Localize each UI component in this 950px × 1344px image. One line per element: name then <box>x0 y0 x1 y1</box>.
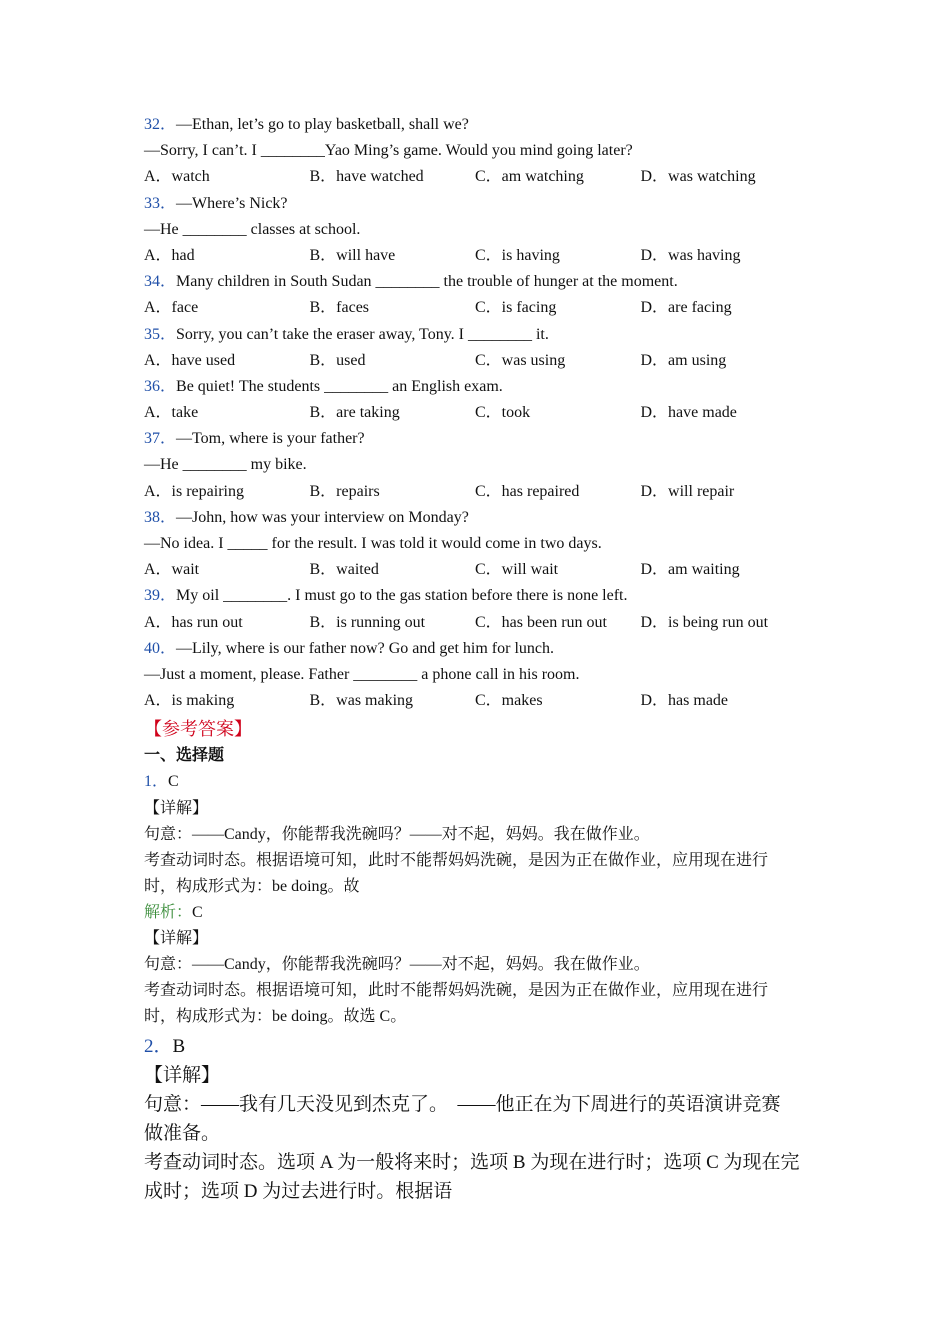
question-text: —Sorry, I can’t. I ________Yao Ming’s game. Would you mind going later? <box>144 142 633 160</box>
question-item <box>144 426 824 505</box>
answer-options <box>144 164 824 190</box>
explanation-line: 成时；选项 D 为过去进行时。根据语 <box>144 1180 453 1202</box>
answer-options <box>144 243 824 269</box>
option-b: B．are taking <box>309 404 400 422</box>
question-item <box>144 191 824 270</box>
question-number: 37． <box>144 430 177 448</box>
option-c: C．makes <box>475 692 543 710</box>
question-number: 36． <box>144 377 177 395</box>
option-d: D．are facing <box>640 299 732 317</box>
option-a: A．wait <box>144 561 200 579</box>
option-a: A．face <box>144 299 199 317</box>
question-number: 40． <box>144 639 177 657</box>
analysis-line <box>144 900 824 926</box>
question-list <box>144 112 824 714</box>
option-a: A．has run out <box>144 613 243 631</box>
answer-options <box>144 348 824 374</box>
sentence-meaning-cont: 做准备。 <box>144 1122 221 1144</box>
question-number: 33． <box>144 194 177 212</box>
option-d: D．has made <box>640 692 729 710</box>
question-number: 32． <box>144 116 177 133</box>
question-item <box>144 112 824 191</box>
option-b: B．faces <box>309 299 370 317</box>
question-dialogue-line <box>144 217 824 243</box>
question-text: Many children in South Sudan ________ the trouble of hunger at the moment. <box>176 273 678 291</box>
option-b: B．repairs <box>309 482 380 500</box>
question-text: —Where’s Nick? <box>176 194 288 212</box>
option-c: C．will wait <box>475 561 559 579</box>
option-a: A．had <box>144 246 195 264</box>
answer-value: B <box>172 1035 186 1057</box>
question-stem <box>144 374 824 400</box>
question-text: Sorry, you can’t take the eraser away, Tony. I ________ it. <box>176 325 549 343</box>
option-d: D．is being run out <box>640 613 769 631</box>
answer-options <box>144 688 824 714</box>
question-stem <box>144 191 824 217</box>
answer-number: 1． <box>144 773 169 791</box>
question-dialogue-line <box>144 452 824 478</box>
question-number: 35． <box>144 325 177 343</box>
document-page <box>144 112 824 1206</box>
question-number: 39． <box>144 587 177 605</box>
question-stem <box>144 636 824 662</box>
option-a: A．is making <box>144 692 235 710</box>
question-text: —John, how was your interview on Monday? <box>176 508 469 526</box>
question-text: —He ________ classes at school. <box>144 220 361 238</box>
question-dialogue-line <box>144 531 824 557</box>
question-item <box>144 322 824 374</box>
question-item <box>144 269 824 321</box>
option-d: D．am waiting <box>640 561 740 579</box>
sentence-meaning: 句意：——我有几天没见到杰克了。 ——他正在为下周进行的英语演讲竞赛 <box>144 1093 781 1115</box>
analysis-value: C <box>192 903 203 921</box>
question-dialogue-line <box>144 662 824 688</box>
answer-options <box>144 295 824 321</box>
question-item <box>144 505 824 584</box>
question-stem <box>144 112 824 138</box>
answer-1 <box>144 769 824 1029</box>
detail-label: 【详解】 <box>144 1064 221 1086</box>
question-stem <box>144 583 824 609</box>
option-b: B．used <box>309 351 366 369</box>
explanation-line: 时，构成形式为：be doing。故选 C。 <box>144 1007 407 1025</box>
question-text: —Lily, where is our father now? Go and get him for lunch. <box>176 639 554 657</box>
question-text: —Tom, where is your father? <box>176 430 365 448</box>
detail-label: 【详解】 <box>144 929 209 947</box>
question-stem <box>144 269 824 295</box>
detail-label: 【详解】 <box>144 799 209 817</box>
answer-value: C <box>168 773 179 791</box>
option-a: A．have used <box>144 351 236 369</box>
option-b: B．is running out <box>309 613 426 631</box>
question-number: 38． <box>144 508 177 526</box>
question-item <box>144 374 824 426</box>
sentence-meaning: 句意：——Candy，你能帮我洗碗吗？——对不起，妈妈。我在做作业。 <box>144 825 650 843</box>
option-b: B．was making <box>309 692 414 710</box>
option-c: C．am watching <box>475 168 584 186</box>
answer-2-header <box>144 1032 824 1061</box>
option-d: D．have made <box>640 404 737 422</box>
answer-number: 2． <box>144 1035 173 1057</box>
answer-options <box>144 610 824 636</box>
question-text: My oil ________. I must go to the gas station before there is none left. <box>176 587 628 605</box>
option-c: C．is facing <box>475 299 557 317</box>
option-d: D．am using <box>640 351 727 369</box>
question-dialogue-line <box>144 138 824 164</box>
option-b: B．will have <box>309 246 396 264</box>
option-b: B．waited <box>309 561 379 579</box>
option-c: C．has been run out <box>475 613 607 631</box>
question-text: —Just a moment, please. Father ________ a phone call in his room. <box>144 665 580 683</box>
option-a: A．is repairing <box>144 482 244 500</box>
option-d: D．will repair <box>640 482 735 500</box>
answer-options <box>144 479 824 505</box>
option-c: C．is having <box>475 246 560 264</box>
option-c: C．has repaired <box>475 482 580 500</box>
option-c: C．was using <box>475 351 566 369</box>
explanation-line: 考查动词时态。根据语境可知，此时不能帮妈妈洗碗，是因为正在做作业，应用现在进行 <box>144 981 769 999</box>
analysis-label: 解析： <box>144 903 193 921</box>
question-text: —No idea. I _____ for the result. I was told it would come in two days. <box>144 535 602 552</box>
question-text: —Ethan, let’s go to play basketball, shall we? <box>176 116 469 133</box>
answer-2 <box>144 1032 824 1206</box>
answer-options <box>144 557 824 583</box>
question-stem <box>144 505 824 531</box>
option-a: A．take <box>144 404 199 422</box>
question-stem <box>144 426 824 452</box>
question-item <box>144 636 824 715</box>
answer-options <box>144 400 824 426</box>
question-number: 34． <box>144 273 177 291</box>
answer-1-header <box>144 769 824 795</box>
option-b: B．have watched <box>309 168 424 186</box>
option-d: D．was having <box>640 246 741 264</box>
question-text: —He ________ my bike. <box>144 456 307 474</box>
sentence-meaning: 句意：——Candy，你能帮我洗碗吗？——对不起，妈妈。我在做作业。 <box>144 955 650 973</box>
option-a: A．watch <box>144 168 210 186</box>
option-d: D．was watching <box>640 168 756 186</box>
question-text: Be quiet! The students ________ an English exam. <box>176 377 503 395</box>
explanation-line: 时，构成形式为：be doing。故 <box>144 877 360 895</box>
option-c: C．took <box>475 404 531 422</box>
section-heading: 一、选择题 <box>144 747 225 765</box>
explanation-line: 考查动词时态。根据语境可知，此时不能帮妈妈洗碗，是因为正在做作业，应用现在进行 <box>144 851 769 869</box>
explanation-line: 考查动词时态。选项 A 为一般将来时；选项 B 为现在进行时；选项 C 为现在完 <box>144 1151 800 1173</box>
question-item <box>144 583 824 635</box>
answer-key-title: 【参考答案】 <box>144 719 252 740</box>
question-stem <box>144 322 824 348</box>
